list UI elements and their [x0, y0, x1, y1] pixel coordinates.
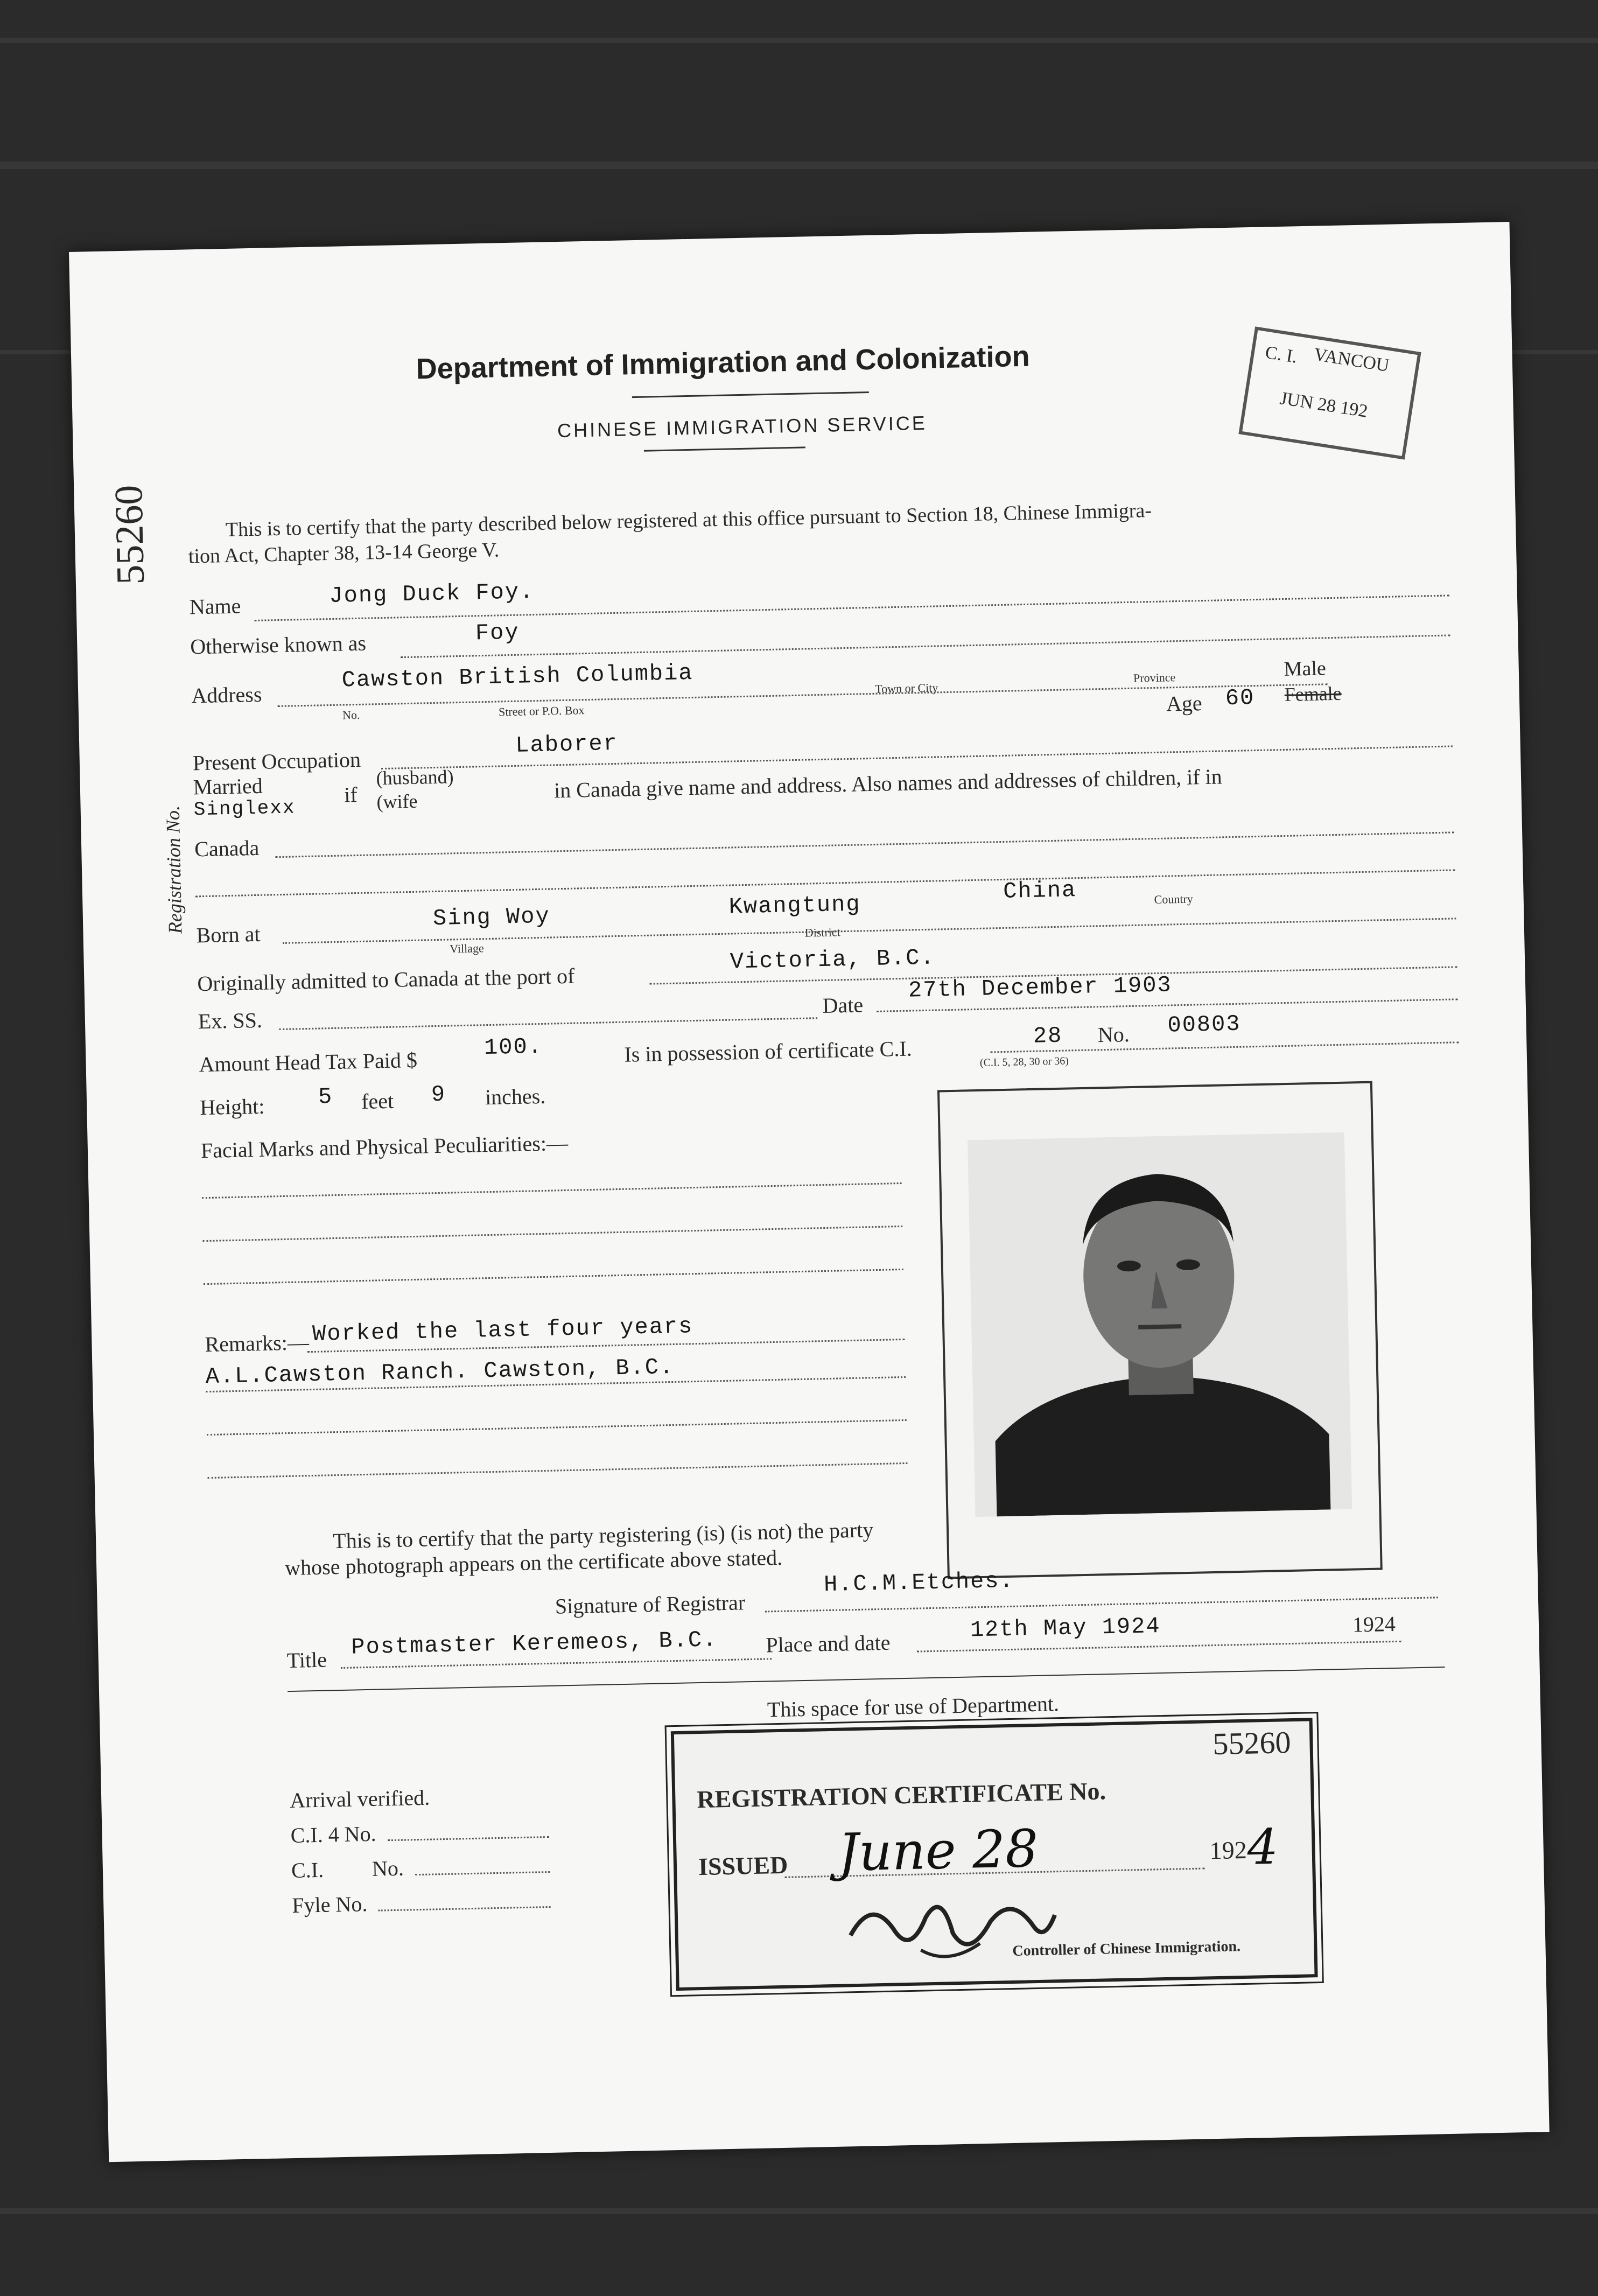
ci-label: C.I.: [291, 1857, 324, 1883]
sublabel-town: Town or City: [875, 681, 938, 696]
inches-label: inches.: [485, 1083, 546, 1110]
fill-line: [401, 634, 1450, 658]
portrait-photo: [968, 1132, 1352, 1517]
fill-line: [207, 1419, 907, 1436]
issued-year-prefix: 192: [1209, 1836, 1247, 1865]
year-printed: 1924: [1352, 1611, 1396, 1637]
age-value: 60: [1225, 685, 1255, 712]
scan-artifact: [0, 38, 1598, 43]
ci4-label: C.I. 4 No.: [290, 1821, 376, 1848]
fill-line: [415, 1871, 550, 1875]
fill-line: [208, 1462, 908, 1479]
fill-line: [765, 1597, 1438, 1612]
height-inches: 9: [431, 1081, 446, 1108]
fill-line: [388, 1836, 549, 1841]
headtax-value: 100.: [483, 1033, 543, 1061]
cert-number: 55260: [1212, 1725, 1292, 1762]
issued-label: ISSUED: [698, 1851, 788, 1881]
country-label: Country: [1154, 892, 1193, 907]
fill-line: [279, 1017, 817, 1030]
admitted-label: Originally admitted to Canada at the port of: [197, 963, 575, 996]
arrival-verified: Arrival verified.: [289, 1785, 430, 1813]
occupation-label: Present Occupation: [192, 747, 361, 775]
canada-label: Canada: [194, 835, 260, 862]
ci-value: 28: [1033, 1023, 1063, 1049]
address-value: Cawston British Columbia: [341, 660, 694, 694]
header-rule: [644, 446, 805, 451]
age-label: Age: [1166, 691, 1203, 716]
cert-title: REGISTRATION CERTIFICATE No.: [696, 1777, 1106, 1814]
stamp-date: JUN 28 192: [1278, 388, 1369, 422]
facial-label: Facial Marks and Physical Peculiarities:—: [200, 1130, 569, 1163]
header-rule: [632, 391, 869, 398]
place-date-value: 12th May 1924: [970, 1613, 1161, 1643]
photo-frame: [937, 1081, 1383, 1579]
place-date-label: Place and date: [765, 1630, 891, 1657]
fill-line: [202, 1182, 902, 1199]
photo-cert-text: whose photograph appears on the certificate above stated.: [284, 1545, 783, 1580]
sublabel-province: Province: [1133, 670, 1176, 685]
stamp-city: VANCOU: [1312, 344, 1391, 376]
scan-artifact: [0, 2208, 1598, 2214]
issued-value: June 28: [837, 1818, 1039, 1883]
possession-label: Is in possession of certificate C.I.: [623, 1036, 913, 1067]
village-label: Village: [449, 941, 484, 956]
born-country: China: [1003, 877, 1077, 905]
remarks-line2: A.L.Cawston Ranch. Cawston, B.C.: [205, 1354, 675, 1390]
received-stamp: [1238, 326, 1421, 459]
fill-line: [202, 1226, 902, 1242]
headtax-label: Amount Head Tax Paid $: [199, 1047, 418, 1077]
admitted-port: Victoria, B.C.: [730, 944, 936, 975]
husband-label: (husband): [376, 766, 454, 789]
ci-no-label: No.: [372, 1856, 404, 1881]
certify-text: This is to certify that the party described below registered at this office pursuant to Section 18, Chinese Immigra-: [225, 499, 1152, 542]
sex-male: Male: [1284, 657, 1327, 681]
sex-female: Female: [1284, 682, 1342, 705]
occupation-value: Laborer: [515, 730, 619, 759]
registration-document: [69, 222, 1550, 2162]
fill-line: [276, 831, 1455, 858]
ci-options: (C.I. 5, 28, 30 or 36): [979, 1055, 1069, 1069]
address-label: Address: [191, 682, 262, 708]
registration-number-side: 55260: [107, 484, 153, 585]
fill-line: [341, 1658, 772, 1669]
height-label: Height:: [199, 1094, 265, 1120]
born-district: Kwangtung: [728, 891, 861, 920]
signature-value: H.C.M.Etches.: [823, 1567, 1015, 1598]
otherwise-value: Foy: [475, 619, 520, 647]
fill-line: [379, 1906, 551, 1912]
date-value: 27th December 1903: [908, 972, 1173, 1004]
name-value: Jong Duck Foy.: [328, 579, 535, 610]
born-village: Sing Woy: [432, 903, 551, 932]
controller-signature: [839, 1882, 1067, 1973]
remarks-line1: Worked the last four years: [312, 1313, 693, 1347]
married-value: Singlexx: [193, 796, 296, 821]
scan-artifact: [0, 162, 1598, 169]
service-title: CHINESE IMMIGRATION SERVICE: [557, 411, 928, 442]
title-value: Postmaster Keremeos, B.C.: [351, 1627, 718, 1661]
remarks-label: Remarks:—: [205, 1330, 310, 1357]
date-label: Date: [822, 992, 864, 1018]
married-label: Married: [193, 773, 263, 800]
born-label: Born at: [196, 921, 261, 948]
sublabel-no: No.: [342, 708, 360, 722]
stamp-ci: C. I.: [1264, 342, 1299, 367]
children-text: in Canada give name and address. Also names and addresses of children, if in: [553, 764, 1223, 803]
issued-year-hand: 4: [1246, 1818, 1279, 1876]
registration-certificate-box: [671, 1718, 1318, 1991]
sublabel-street: Street or P.O. Box: [498, 703, 585, 719]
fyle-label: Fyle No.: [291, 1892, 368, 1917]
registration-label-side: Registration No.: [162, 805, 186, 934]
if-label: if: [344, 782, 358, 807]
title-label: Title: [286, 1647, 327, 1673]
exss-label: Ex. SS.: [198, 1007, 263, 1034]
otherwise-label: Otherwise known as: [190, 631, 367, 659]
department-space-label: This space for use of Department.: [767, 1691, 1060, 1722]
controller-label: Controller of Chinese Immigration.: [1012, 1938, 1241, 1959]
separator: [288, 1667, 1445, 1692]
fill-line: [204, 1269, 903, 1285]
photo-cert-text: This is to certify that the party registering (is) (is not) the party: [332, 1517, 874, 1553]
department-title: Department of Immigration and Colonization: [416, 340, 1031, 386]
signature-label: Signature of Registrar: [555, 1590, 746, 1619]
height-feet: 5: [318, 1084, 333, 1110]
district-label: District: [804, 925, 841, 940]
name-label: Name: [189, 593, 241, 619]
feet-label: feet: [361, 1088, 394, 1114]
wife-label: (wife: [376, 790, 418, 813]
certify-text: tion Act, Chapter 38, 13-14 George V.: [188, 538, 500, 568]
no-label: No.: [1097, 1022, 1130, 1047]
no-value: 00803: [1167, 1011, 1242, 1039]
